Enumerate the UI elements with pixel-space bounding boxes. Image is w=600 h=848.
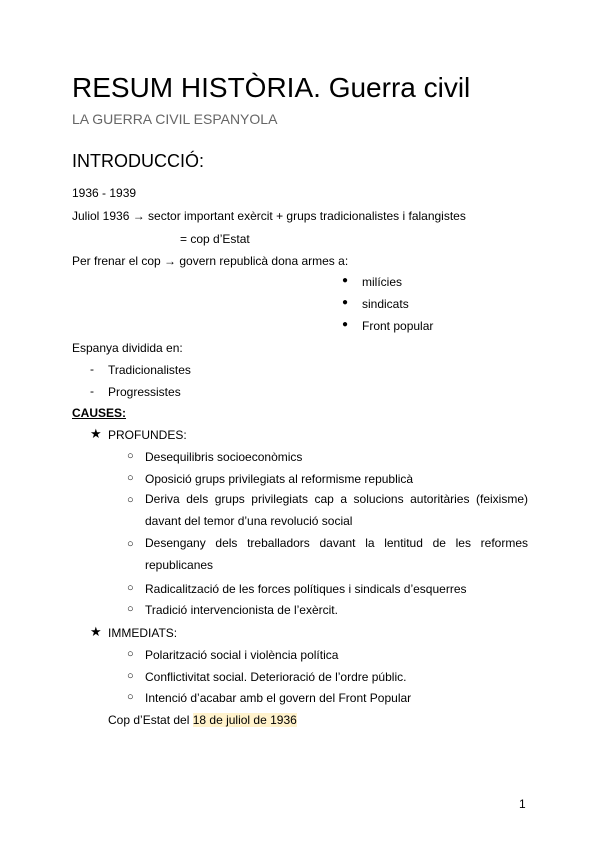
profundes-item: Desengany dels treballadors davant la lentitud de les reformes republicanes — [145, 536, 528, 572]
intro-line-3: Per frenar el cop → govern republicà dona armes a: — [72, 254, 349, 268]
circle-bullet-icon: ○ — [127, 582, 134, 594]
intro-line-2: = cop d’Estat — [180, 232, 250, 246]
arms-item: sindicats — [362, 297, 409, 311]
profundes-label: PROFUNDES: — [108, 428, 187, 442]
star-icon: ★ — [90, 426, 102, 441]
circle-bullet-icon: ○ — [127, 648, 134, 660]
document-title: RESUM HISTÒRIA. Guerra civil — [72, 72, 471, 103]
circle-bullet-icon: ○ — [127, 472, 134, 484]
profundes-item: Tradició intervencionista de l’exèrcit. — [145, 603, 338, 617]
cop-prefix: Cop d’Estat del — [108, 713, 193, 727]
dash-icon: - — [90, 384, 94, 398]
bullet-icon: ● — [342, 297, 349, 308]
profundes-item: Oposició grups privilegiats al reformisme republicà — [145, 472, 414, 486]
immediats-item: Polarització social i violència política — [145, 648, 339, 662]
immediats-item: Intenció d’acabar amb el govern del Front Popular — [145, 691, 412, 705]
star-icon: ★ — [90, 624, 102, 639]
arms-item: milícies — [362, 275, 403, 289]
bullet-icon: ● — [342, 319, 349, 330]
side-item: Tradicionalistes — [108, 363, 191, 377]
circle-bullet-icon: ○ — [127, 603, 134, 615]
divided-label: Espanya dividida en: — [72, 341, 183, 355]
circle-bullet-icon: ○ — [127, 450, 134, 462]
cop-date-highlight: 18 de juliol de 1936 — [192, 713, 297, 727]
intro-line-1: Juliol 1936 → sector important exèrcit + grups tradicionalistes i falangistes — [72, 209, 466, 223]
arms-item: Front popular — [362, 319, 434, 333]
immediats-item: Conflictivitat social. Deterioració de l’ordre públic. — [145, 670, 407, 684]
circle-bullet-icon: ○ — [127, 691, 134, 703]
causes-heading: CAUSES: — [72, 406, 127, 420]
circle-bullet-icon: ○ — [127, 494, 134, 506]
circle-bullet-icon: ○ — [127, 670, 134, 682]
dash-icon: - — [90, 362, 94, 376]
intro-heading: INTRODUCCIÓ: — [72, 151, 204, 171]
profundes-item: Radicalització de les forces polítiques i sindicals d’esquerres — [145, 582, 467, 596]
side-item: Progressistes — [108, 385, 181, 399]
bullet-icon: ● — [342, 275, 349, 286]
circle-bullet-icon: ○ — [127, 538, 134, 550]
page-number: 1 — [519, 797, 526, 811]
cop-line — [108, 712, 297, 728]
document-subtitle: LA GUERRA CIVIL ESPANYOLA — [72, 111, 278, 127]
immediats-label: IMMEDIATS: — [108, 626, 178, 640]
profundes-item: Desequilibris socioeconòmics — [145, 450, 303, 464]
intro-dates: 1936 - 1939 — [72, 186, 137, 200]
profundes-item: Deriva dels grups privilegiats cap a solucions autoritàries (feixisme) davant del temor d’una revolució social — [145, 492, 528, 528]
